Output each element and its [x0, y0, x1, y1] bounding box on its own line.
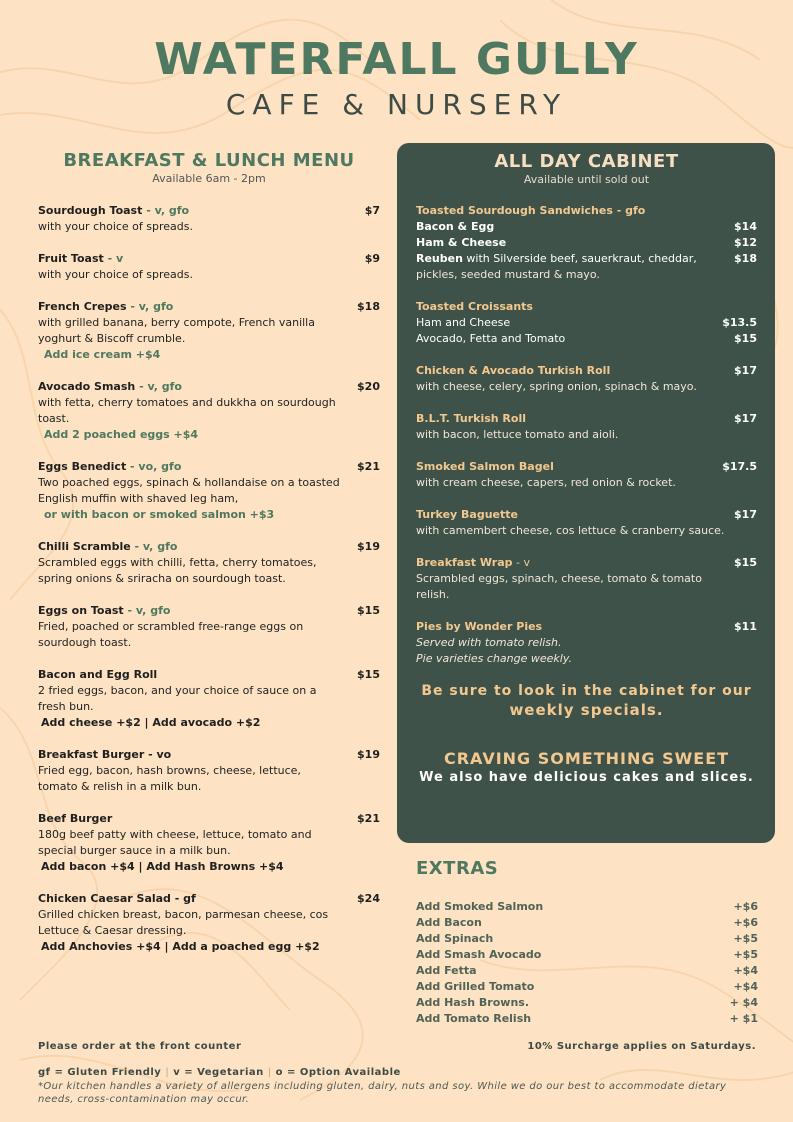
extra-name: Add Hash Browns.: [416, 996, 530, 1009]
menu-option-name: Avocado, Fetta and Tomato: [416, 332, 566, 345]
cabinet-item-sandwiches: [416, 203, 757, 283]
breakfast-item-price: $19: [357, 540, 380, 553]
breakfast-item: [38, 811, 380, 875]
breakfast-item-addon: Add Anchovies +$4 | Add a poached egg +$2: [41, 940, 320, 953]
craving-heading: CRAVING SOMETHING SWEET: [443, 749, 730, 768]
menu-option-name: Bacon & Egg: [416, 220, 495, 233]
legend-v: v = Vegetarian: [173, 1067, 264, 1078]
breakfast-item: [38, 747, 380, 795]
breakfast-item-addon: Add cheese +$2 | Add avocado +$2: [41, 716, 261, 729]
extra-row: [416, 947, 758, 963]
breakfast-item-name: Fruit Toast: [38, 252, 104, 265]
breakfast-item: [38, 203, 380, 235]
menu-option-price: $15: [734, 332, 757, 345]
cabinet-item-desc: with bacon, lettuce tomato and aioli.: [416, 428, 619, 441]
extra-price: + $1: [729, 1012, 758, 1025]
breakfast-item-price: $20: [357, 380, 380, 393]
order-note: Please order at the front counter: [38, 1041, 242, 1052]
extra-price: +$5: [733, 948, 758, 961]
breakfast-item-name: Eggs Benedict: [38, 460, 127, 473]
breakfast-item-price: $9: [364, 252, 380, 265]
breakfast-item-price: $21: [357, 460, 380, 473]
breakfast-item-price: $18: [357, 300, 380, 313]
cabinet-item-title: Smoked Salmon Bagel $17.5: [416, 460, 757, 473]
menu-option-name: Ham & Cheese: [416, 236, 507, 249]
cabinet-item-title: Toasted Sourdough Sandwiches - gfo: [416, 204, 646, 217]
cabinet-panel: [397, 143, 775, 843]
extra-row: [416, 931, 758, 947]
breakfast-item-name: Eggs on Toast: [38, 604, 124, 617]
legend-gf: gf = Gluten Friendly: [38, 1067, 162, 1078]
dietary-tags: - v, gfo: [142, 204, 190, 217]
extras-section: [416, 858, 758, 1027]
breakfast-item-addon: or with bacon or smoked salmon +$3: [44, 508, 275, 521]
surcharge-note: 10% Surcharge applies on Saturdays.: [527, 1041, 756, 1052]
menu-option-price: $13.5: [722, 316, 757, 329]
cabinet-item-pies: [416, 619, 757, 667]
breakfast-item-name: Breakfast Burger - vo: [38, 748, 172, 761]
cabinet-item-desc: with cheese, celery, spring onion, spinach & mayo.: [416, 380, 697, 393]
dietary-tags: - v, gfo: [135, 380, 182, 393]
breakfast-item: [38, 459, 380, 523]
breakfast-menu-section: [38, 150, 380, 971]
breakfast-item-name: French Crepes: [38, 300, 127, 313]
breakfast-item: [38, 299, 380, 363]
breakfast-item-name: Beef Burger: [38, 812, 113, 825]
extra-name: Add Fetta: [416, 964, 477, 977]
extra-row: [416, 979, 758, 995]
breakfast-item-name: Avocado Smash: [38, 380, 136, 393]
cabinet-promo-line2: weekly specials.: [509, 701, 664, 719]
menu-option-price: $14: [734, 220, 757, 233]
menu-option-desc: pickles, seeded mustard & mayo.: [416, 268, 600, 281]
breakfast-item-addon: Add bacon +$4 | Add Hash Browns +$4: [41, 860, 284, 873]
menu-option-name: Reuben with Silverside beef, sauerkraut, cheddar,: [416, 252, 697, 265]
breakfast-item-desc: Fried egg, bacon, hash browns, cheese, lettuce, tomato & relish in a milk bun.: [38, 764, 301, 793]
breakfast-item: [38, 603, 380, 651]
breakfast-item-desc: Grilled chicken breast, bacon, parmesan cheese, cos Lettuce & Caesar dressing.: [38, 908, 329, 937]
cabinet-promo-line1: Be sure to look in the cabinet for our: [421, 683, 752, 699]
cabinet-item-desc: Served with tomato relish.: [416, 636, 562, 649]
legend-o: o = Option Available: [275, 1067, 401, 1078]
cabinet-item-breakfast-wrap: [416, 555, 757, 603]
dietary-tags: - v: [103, 252, 124, 265]
cabinet-item-title: Chicken & Avocado Turkish Roll $17: [416, 364, 757, 377]
breakfast-items-list: [38, 203, 380, 955]
page-title: WATERFALL GULLY: [154, 34, 639, 85]
breakfast-item-price: $15: [357, 668, 380, 681]
extra-price: +$4: [733, 964, 758, 977]
dietary-legend: gf = Gluten Friendly | v = Vegetarian | o = Option Available: [38, 1067, 401, 1078]
extra-row: [416, 995, 758, 1011]
cabinet-item-turkey-baguette: [416, 507, 757, 539]
breakfast-item-name: Sourdough Toast: [38, 204, 143, 217]
cabinet-item-croissants: [416, 299, 757, 347]
breakfast-item-desc: Scrambled eggs with chilli, fetta, cherry tomatoes, spring onions & sriracha on sourdough toast.: [38, 556, 317, 585]
cabinet-item-chicken-roll: [416, 363, 757, 395]
dietary-tags: - v, gfo: [123, 604, 171, 617]
cabinet-item-title: Turkey Baguette $17: [416, 508, 757, 521]
extras-heading: EXTRAS: [416, 858, 499, 879]
extra-price: +$4: [733, 980, 758, 993]
breakfast-item: [38, 539, 380, 587]
cabinet-item-desc: with cream cheese, capers, red onion & rocket.: [416, 476, 676, 489]
breakfast-item-price: $19: [357, 748, 380, 761]
cabinet-item-title: Breakfast Wrap - v $15: [416, 556, 757, 569]
breakfast-item-addon: Add 2 poached eggs +$4: [44, 428, 199, 441]
breakfast-hours: Available 6am - 2pm: [152, 172, 266, 185]
breakfast-item-desc: with your choice of spreads.: [38, 268, 193, 281]
extra-row: [416, 1011, 758, 1027]
extra-price: +$5: [733, 932, 758, 945]
allergen-disclaimer: *Our kitchen handles a variety of allergens including gluten, dairy, nuts and soy. While we do our best to accommodate dietary needs, cross-contamination may occur.: [38, 1081, 727, 1105]
page-subtitle: CAFE & NURSERY: [225, 88, 568, 121]
extra-row: [416, 963, 758, 979]
cabinet-item-blt: [416, 411, 757, 443]
craving-subtext: We also have delicious cakes and slices.: [419, 770, 754, 785]
breakfast-item-name: Chicken Caesar Salad - gf: [38, 892, 196, 905]
extra-row: [416, 899, 758, 915]
breakfast-item-desc: Fried, poached or scrambled free-range eggs on sourdough toast.: [38, 620, 304, 649]
cabinet-item-desc: with camembert cheese, cos lettuce & cranberry sauce.: [416, 524, 725, 537]
cabinet-item-title: Pies by Wonder Pies $11: [416, 620, 757, 633]
extra-price: +$6: [733, 916, 758, 929]
extra-name: Add Tomato Relish: [416, 1012, 532, 1025]
breakfast-item-name: Bacon and Egg Roll: [38, 668, 158, 681]
cabinet-heading: ALL DAY CABINET: [494, 151, 679, 172]
cabinet-hours: Available until sold out: [523, 173, 650, 186]
breakfast-item-desc: with grilled banana, berry compote, French vanilla yoghurt & Biscoff crumble.: [38, 316, 315, 345]
breakfast-heading: BREAKFAST & LUNCH MENU: [63, 150, 355, 171]
extra-row: [416, 915, 758, 931]
breakfast-item-desc: 2 fried eggs, bacon, and your choice of sauce on a fresh bun.: [38, 684, 317, 713]
breakfast-item-price: $21: [357, 812, 380, 825]
extra-name: Add Bacon: [416, 916, 482, 929]
extra-name: Add Smash Avocado: [416, 948, 542, 961]
breakfast-item-desc: 180g beef patty with cheese, lettuce, tomato and special burger sauce in a milk bun.: [38, 828, 312, 857]
cabinet-items-list: [416, 203, 757, 667]
cabinet-item-title: B.L.T. Turkish Roll $17: [416, 412, 757, 425]
breakfast-item-desc: Two poached eggs, spinach & hollandaise on a toasted English muffin with shaved leg ham,: [38, 476, 340, 505]
menu-option-price: $12: [734, 236, 757, 249]
dietary-tags: - v, gfo: [130, 540, 178, 553]
extra-price: + $4: [729, 996, 758, 1009]
breakfast-item-price: $15: [357, 604, 380, 617]
extra-name: Add Grilled Tomato: [416, 980, 535, 993]
cabinet-item-salmon-bagel: [416, 459, 757, 491]
breakfast-item-addon: Add ice cream +$4: [44, 348, 161, 361]
breakfast-item: [38, 379, 380, 443]
cabinet-item-desc: Scrambled eggs, spinach, cheese, tomato & tomato relish.: [416, 572, 702, 601]
cabinet-item-title: Toasted Croissants: [416, 300, 533, 313]
dietary-tags: - v, gfo: [126, 300, 174, 313]
extras-list: [416, 899, 758, 1027]
breakfast-item-desc: with fetta, cherry tomatoes and dukkha on sourdough toast.: [38, 396, 336, 425]
breakfast-item-price: $7: [364, 204, 380, 217]
breakfast-item-desc: with your choice of spreads.: [38, 220, 193, 233]
cabinet-item-desc: Pie varieties change weekly.: [416, 652, 573, 665]
dietary-tags: - vo, gfo: [126, 460, 182, 473]
breakfast-item: [38, 891, 380, 955]
breakfast-item-price: $24: [357, 892, 380, 905]
breakfast-item-name: Chilli Scramble: [38, 540, 131, 553]
menu-option-price: $18: [734, 252, 757, 265]
extra-name: Add Spinach: [416, 932, 494, 945]
extra-name: Add Smoked Salmon: [416, 900, 544, 913]
breakfast-item: [38, 667, 380, 731]
breakfast-item: [38, 251, 380, 283]
menu-option-name: Ham and Cheese: [416, 316, 511, 329]
extra-price: +$6: [733, 900, 758, 913]
